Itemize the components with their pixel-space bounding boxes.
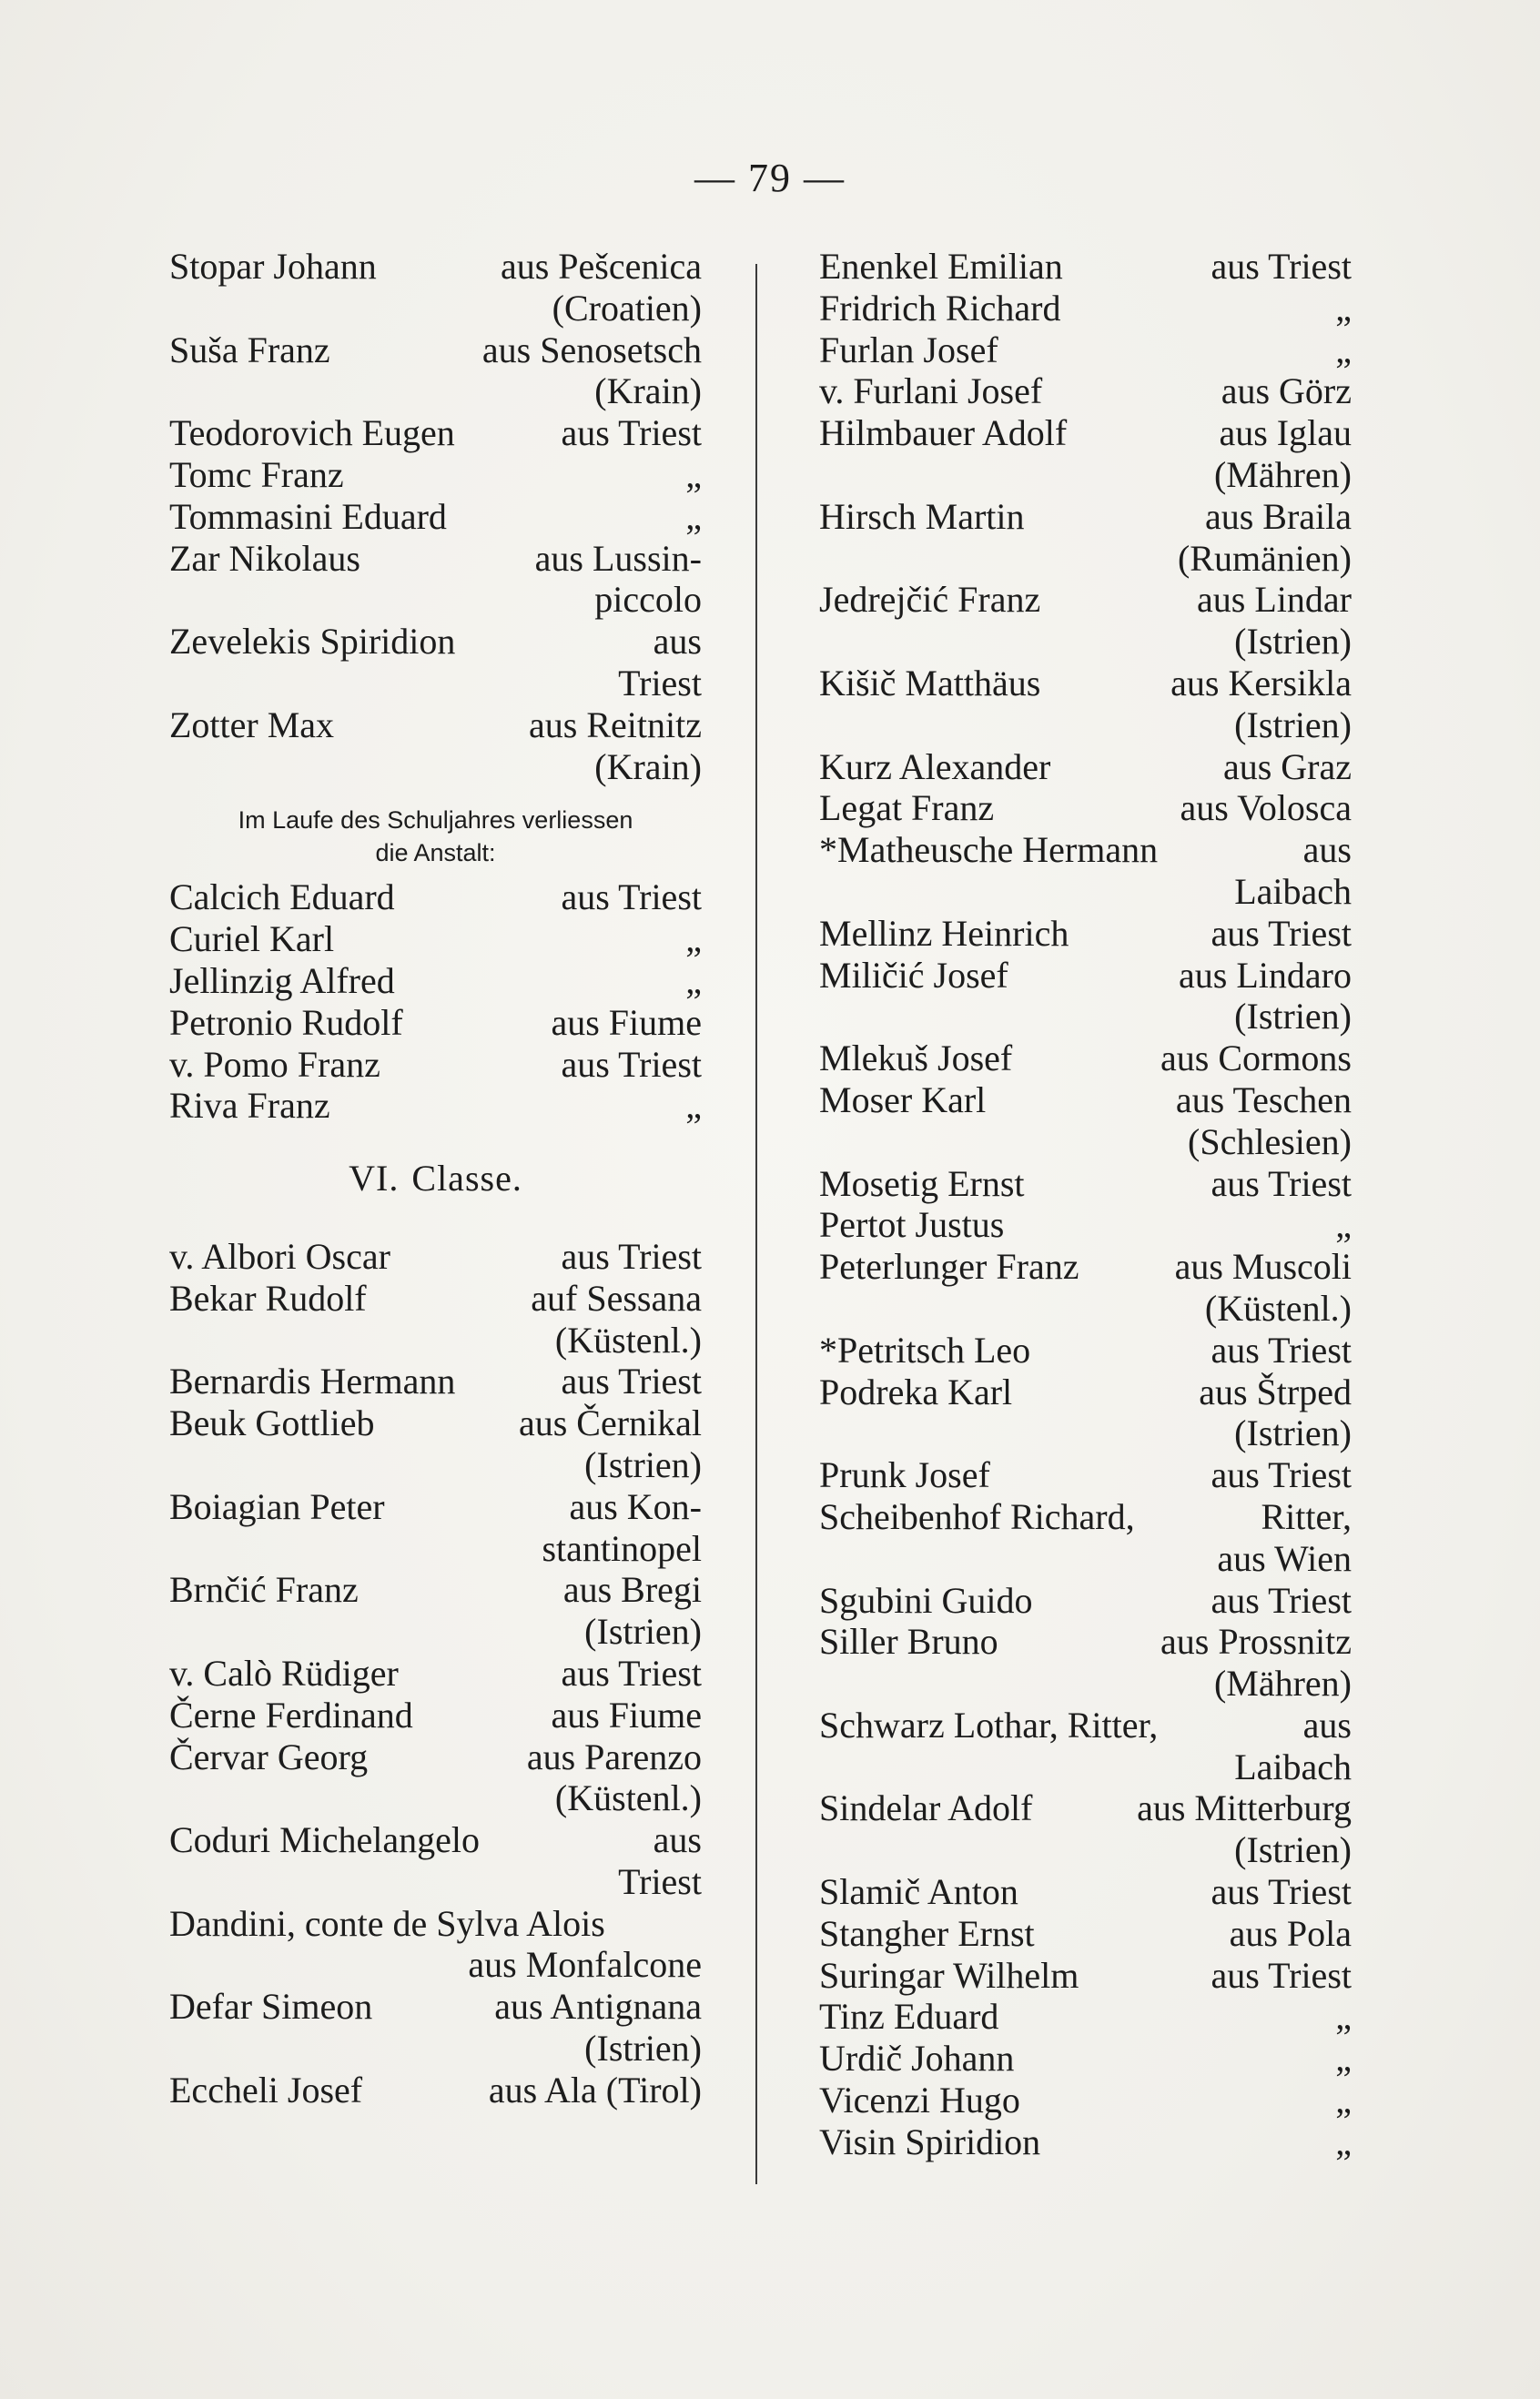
student-name: Riva Franz	[169, 1085, 330, 1127]
student-origin: (Küstenl.)	[1204, 1287, 1352, 1329]
left-note-line-2: die Anstalt:	[375, 839, 496, 867]
student-entry	[819, 621, 1352, 663]
student-list-top	[169, 246, 702, 787]
student-entry	[819, 1621, 1352, 1663]
student-origin: „	[685, 495, 702, 537]
student-origin: aus	[1302, 829, 1352, 871]
student-entry	[169, 1819, 702, 1861]
student-entry	[819, 538, 1352, 580]
student-entry	[169, 1569, 702, 1611]
student-origin: aus Triest	[1211, 1454, 1352, 1496]
student-name: Slamič Anton	[819, 1871, 1018, 1913]
student-entry	[819, 1538, 1352, 1580]
student-origin: (Mähren)	[1213, 453, 1352, 495]
student-origin: (Küstenl.)	[554, 1319, 702, 1361]
student-name: Bernardis Hermann	[169, 1361, 456, 1402]
student-origin: aus Antignana	[494, 1986, 702, 2028]
student-name: Jellinzig Alfred	[169, 959, 395, 1001]
student-name: Beuk Gottlieb	[169, 1402, 375, 1444]
student-origin: „	[1335, 1996, 1352, 2038]
student-origin: aus Ala (Tirol)	[488, 2069, 702, 2111]
student-name: Tinz Eduard	[819, 1996, 999, 2038]
student-origin: aus Kersikla	[1170, 662, 1352, 704]
student-origin: Laibach	[1234, 1746, 1352, 1787]
student-entry	[819, 1746, 1352, 1788]
student-entry	[169, 288, 702, 329]
student-origin: aus Cormons	[1160, 1038, 1352, 1079]
student-entry	[169, 1085, 702, 1127]
student-entry	[819, 288, 1352, 329]
class-heading-roman: VI.	[349, 1158, 400, 1200]
student-name: v. Albori Oscar	[169, 1235, 390, 1277]
student-entry	[819, 1580, 1352, 1622]
student-name: Pertot Justus	[819, 1204, 1005, 1246]
student-origin: aus Triest	[1211, 1954, 1352, 1996]
student-origin: aus Triest	[561, 876, 702, 918]
student-origin: Laibach	[1234, 870, 1352, 912]
departed-student-list	[169, 876, 702, 1127]
student-origin: (Istrien)	[1234, 996, 1352, 1038]
student-name: Suša Franz	[169, 329, 330, 370]
student-entry	[169, 1944, 702, 1986]
student-name: Defar Simeon	[169, 1986, 373, 2028]
student-origin: aus Wien	[1217, 1537, 1352, 1579]
student-origin: Triest	[618, 662, 702, 704]
student-origin: (Krain)	[594, 745, 702, 787]
student-origin: stantinopel	[542, 1527, 702, 1569]
student-name: Hilmbauer Adolf	[819, 412, 1068, 454]
student-entry	[819, 1372, 1352, 1413]
student-name: Stangher Ernst	[819, 1912, 1035, 1954]
student-entry	[819, 1038, 1352, 1079]
student-origin: (Mähren)	[1213, 1663, 1352, 1705]
student-name: Boiagian Peter	[169, 1485, 385, 1527]
student-name: Suringar Wilhelm	[819, 1954, 1079, 1996]
student-name: Curiel Karl	[169, 918, 335, 960]
student-entry	[169, 1002, 702, 1044]
column-divider	[755, 264, 757, 2184]
student-entry	[169, 1611, 702, 1653]
student-origin: „	[1335, 329, 1352, 370]
student-name: Červar Georg	[169, 1736, 369, 1777]
student-origin: aus	[653, 1819, 702, 1861]
student-origin: aus Triest	[561, 412, 702, 454]
student-origin: (Istrien)	[1234, 621, 1352, 663]
student-entry	[169, 329, 702, 371]
student-name: Mlekuš Josef	[819, 1038, 1013, 1079]
student-origin: aus Parenzo	[526, 1736, 702, 1777]
student-name: Kišič Matthäus	[819, 662, 1041, 704]
student-origin: (Istrien)	[584, 1443, 702, 1485]
student-origin: aus Mitterburg	[1137, 1787, 1352, 1829]
page-number: — 79 —	[694, 156, 846, 200]
student-name: Siller Bruno	[819, 1621, 998, 1663]
student-entry	[169, 1653, 702, 1695]
student-origin: (Schlesien)	[1188, 1120, 1352, 1162]
student-entry	[169, 1528, 702, 1570]
student-origin: aus Triest	[1211, 1162, 1352, 1204]
student-entry	[819, 454, 1352, 496]
student-origin: Ritter,	[1261, 1495, 1352, 1537]
student-name: Coduri Michelangelo	[169, 1819, 481, 1861]
student-entry	[819, 1996, 1352, 2038]
student-origin: aus Pola	[1229, 1912, 1352, 1954]
student-entry	[819, 1454, 1352, 1496]
student-entry	[819, 496, 1352, 538]
student-entry	[169, 1444, 702, 1486]
student-name: *Matheusche Hermann	[819, 829, 1159, 871]
student-entry	[819, 1496, 1352, 1538]
student-origin: aus Triest	[561, 1235, 702, 1277]
student-name: Petronio Rudolf	[169, 1001, 403, 1043]
student-origin: aus Triest	[561, 1652, 702, 1694]
student-entry	[819, 1204, 1352, 1246]
student-origin: aus Bregi	[562, 1569, 702, 1611]
student-entry	[169, 246, 702, 288]
student-entry	[819, 663, 1352, 704]
student-origin: (Istrien)	[1234, 704, 1352, 745]
student-name: Brnčić Franz	[169, 1569, 359, 1611]
student-name: Vicenzi Hugo	[819, 2080, 1020, 2121]
student-entry	[819, 1913, 1352, 1955]
student-entry	[819, 1787, 1352, 1829]
student-entry	[819, 871, 1352, 913]
student-entry	[819, 412, 1352, 454]
student-entry	[169, 1903, 702, 1945]
student-entry	[169, 1044, 702, 1086]
student-origin: aus Černikal	[518, 1402, 702, 1444]
student-name: Visin Spiridion	[819, 2121, 1041, 2162]
student-entry	[169, 1986, 702, 2028]
class-heading-word: Classe.	[411, 1158, 522, 1200]
student-origin: „	[1335, 2121, 1352, 2162]
student-origin: „	[1335, 2080, 1352, 2121]
class-student-list	[169, 1236, 702, 2111]
student-entry	[819, 1121, 1352, 1163]
student-entry	[819, 1871, 1352, 1913]
student-origin: aus Braila	[1204, 495, 1352, 537]
student-origin: aus Senosetsch	[481, 329, 702, 370]
student-origin: aus Iglau	[1219, 412, 1352, 454]
student-list-right	[819, 246, 1352, 2163]
student-origin: piccolo	[594, 579, 702, 621]
student-entry	[819, 1330, 1352, 1372]
student-origin: „	[685, 1085, 702, 1127]
student-name: Schwarz Lothar, Ritter,	[819, 1704, 1159, 1746]
student-entry	[819, 787, 1352, 829]
student-name: Legat Franz	[819, 787, 995, 829]
left-school-note	[169, 804, 702, 869]
student-name: Jedrejčić Franz	[819, 579, 1041, 621]
student-origin: aus Fiume	[551, 1694, 702, 1736]
student-entry	[169, 1861, 702, 1903]
student-origin: auf Sessana	[531, 1277, 702, 1319]
student-entry	[819, 913, 1352, 955]
student-entry	[819, 746, 1352, 788]
student-entry	[819, 1246, 1352, 1288]
student-origin: aus Triest	[1211, 912, 1352, 954]
student-name: Scheibenhof Richard,	[819, 1495, 1135, 1537]
student-name: Podreka Karl	[819, 1371, 1013, 1412]
student-origin: aus Graz	[1222, 745, 1352, 787]
student-entry	[169, 1486, 702, 1528]
student-entry	[819, 329, 1352, 371]
left-note-line-1: Im Laufe des Schuljahres verliessen	[238, 806, 633, 835]
student-name: Bekar Rudolf	[169, 1277, 367, 1319]
student-origin: (Istrien)	[584, 1611, 702, 1653]
student-entry	[169, 2028, 702, 2070]
student-entry	[169, 538, 702, 580]
student-origin: „	[1335, 1204, 1352, 1246]
student-name: Mellinz Heinrich	[819, 912, 1069, 954]
student-entry	[819, 2038, 1352, 2080]
student-origin: aus Lindaro	[1179, 954, 1352, 996]
student-origin: aus Triest	[561, 1361, 702, 1402]
student-name: Mosetig Ernst	[819, 1162, 1025, 1204]
student-entry	[169, 412, 702, 454]
student-name: Teodorovich Eugen	[169, 412, 455, 454]
student-entry	[819, 2121, 1352, 2163]
student-entry	[819, 1663, 1352, 1705]
student-origin: aus Triest	[561, 1043, 702, 1085]
student-name: Tommasini Eduard	[169, 495, 447, 537]
student-name: Fridrich Richard	[819, 287, 1061, 329]
right-column	[819, 246, 1352, 2163]
student-name: Miličić Josef	[819, 954, 1008, 996]
student-origin: (Istrien)	[1234, 1412, 1352, 1454]
student-origin: aus	[1302, 1704, 1352, 1746]
student-entry	[169, 1320, 702, 1361]
student-origin: aus Görz	[1221, 370, 1352, 412]
student-origin: (Istrien)	[584, 2028, 702, 2070]
student-name: Tomc Franz	[169, 453, 344, 495]
student-origin: aus Monfalcone	[468, 1944, 702, 1986]
student-origin: (Istrien)	[1234, 1829, 1352, 1871]
student-origin: „	[685, 959, 702, 1001]
student-origin: (Rumänien)	[1177, 537, 1352, 579]
student-origin: aus Kon-	[569, 1485, 702, 1527]
student-origin: aus Lussin-	[534, 537, 702, 579]
student-entry	[819, 704, 1352, 746]
student-entry	[819, 246, 1352, 288]
student-entry	[819, 829, 1352, 871]
student-name: Zar Nikolaus	[169, 537, 360, 579]
student-entry	[819, 2080, 1352, 2121]
student-name: Moser Karl	[819, 1078, 987, 1120]
student-origin: aus Triest	[1211, 1579, 1352, 1621]
student-name: Sindelar Adolf	[819, 1787, 1033, 1829]
student-entry	[169, 918, 702, 960]
student-entry	[819, 1163, 1352, 1205]
student-entry	[819, 1079, 1352, 1121]
student-origin: „	[1335, 2038, 1352, 2080]
student-origin: aus Prossnitz	[1160, 1621, 1352, 1663]
student-entry	[169, 454, 702, 496]
student-name: Zotter Max	[169, 704, 335, 745]
student-entry	[819, 370, 1352, 412]
student-origin: aus Lindar	[1197, 579, 1352, 621]
student-name: Černe Ferdinand	[169, 1694, 413, 1736]
student-entry	[169, 663, 702, 704]
student-entry	[169, 621, 702, 663]
student-origin: aus Volosca	[1180, 787, 1352, 829]
student-origin: aus Triest	[1211, 1329, 1352, 1371]
student-origin: aus Triest	[1211, 246, 1352, 287]
student-entry	[169, 704, 702, 746]
student-name: *Petritsch Leo	[819, 1329, 1031, 1371]
student-entry	[169, 746, 702, 788]
student-name: v. Furlani Josef	[819, 370, 1043, 412]
class-heading	[169, 1158, 702, 1200]
student-entry	[169, 496, 702, 538]
student-name: v. Pomo Franz	[169, 1043, 380, 1085]
student-origin: (Küstenl.)	[554, 1777, 702, 1819]
student-name: Enenkel Emilian	[819, 246, 1063, 287]
student-entry	[169, 1361, 702, 1402]
student-entry	[819, 1955, 1352, 1997]
student-entry	[819, 1412, 1352, 1454]
student-entry	[169, 2070, 702, 2111]
left-column	[169, 246, 702, 2111]
student-name: Prunk Josef	[819, 1454, 990, 1496]
student-origin: Triest	[618, 1860, 702, 1902]
student-origin: aus	[653, 621, 702, 663]
student-origin: aus Fiume	[551, 1001, 702, 1043]
student-origin: „	[1335, 287, 1352, 329]
student-entry	[169, 1402, 702, 1444]
student-name: Furlan Josef	[819, 329, 998, 370]
student-origin: aus Teschen	[1175, 1078, 1352, 1120]
student-entry	[169, 1736, 702, 1778]
student-entry	[169, 1777, 702, 1819]
student-entry	[169, 1278, 702, 1320]
student-origin: aus Reitnitz	[529, 704, 702, 745]
student-name: Zevelekis Spiridion	[169, 621, 456, 663]
student-origin: aus Štrped	[1199, 1371, 1352, 1412]
student-entry	[819, 1705, 1352, 1746]
student-origin: „	[685, 918, 702, 960]
student-name: Sgubini Guido	[819, 1579, 1033, 1621]
student-origin: (Krain)	[594, 370, 702, 412]
student-entry	[819, 1288, 1352, 1330]
student-entry	[169, 1236, 702, 1278]
student-entry	[169, 876, 702, 918]
student-origin: aus Triest	[1211, 1871, 1352, 1913]
student-name: Urdič Johann	[819, 2038, 1015, 2080]
student-name: Calcich Eduard	[169, 876, 395, 918]
student-name: Kurz Alexander	[819, 745, 1051, 787]
student-name: v. Calò Rüdiger	[169, 1652, 399, 1694]
student-entry	[169, 960, 702, 1002]
student-entry	[819, 996, 1352, 1038]
student-origin: (Croatien)	[552, 287, 702, 329]
student-entry	[819, 1829, 1352, 1871]
student-entry	[819, 579, 1352, 621]
student-entry	[169, 370, 702, 412]
student-entry	[819, 955, 1352, 997]
student-name: Eccheli Josef	[169, 2069, 363, 2111]
student-name: Hirsch Martin	[819, 495, 1025, 537]
student-name: Stopar Johann	[169, 246, 377, 287]
student-origin: aus Muscoli	[1174, 1246, 1352, 1288]
student-entry	[169, 579, 702, 621]
student-origin: „	[685, 453, 702, 495]
student-origin: aus Pešcenica	[500, 246, 702, 287]
student-name: Peterlunger Franz	[819, 1246, 1079, 1288]
student-entry	[169, 1695, 702, 1736]
student-name: Dandini, conte de Sylva Alois	[169, 1902, 605, 1944]
